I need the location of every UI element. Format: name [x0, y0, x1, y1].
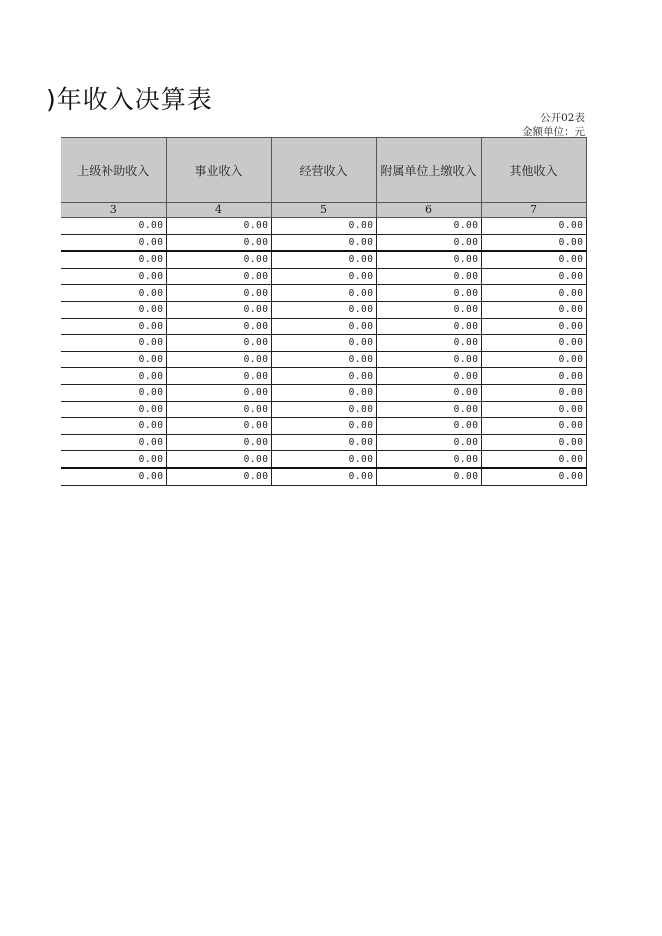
- table-cell[interactable]: 0.00: [376, 351, 481, 368]
- table-row: [61, 434, 586, 451]
- table-cell[interactable]: 0.00: [271, 335, 376, 352]
- table-cell[interactable]: 0.00: [61, 234, 166, 251]
- table-row: [61, 335, 586, 352]
- table-cell[interactable]: 0.00: [376, 368, 481, 385]
- table-cell[interactable]: 0.00: [271, 384, 376, 401]
- table-cell[interactable]: 0.00: [61, 418, 166, 435]
- table-cell[interactable]: 0.00: [61, 301, 166, 318]
- table-cell[interactable]: 0.00: [481, 218, 586, 235]
- table-cell[interactable]: 0.00: [271, 318, 376, 335]
- column-number: 5: [271, 203, 376, 218]
- table-cell[interactable]: 0.00: [376, 468, 481, 485]
- table-cell[interactable]: 0.00: [376, 301, 481, 318]
- column-number: 3: [61, 203, 166, 218]
- table-cell[interactable]: 0.00: [271, 301, 376, 318]
- table-cell[interactable]: 0.00: [166, 251, 271, 268]
- table-cell[interactable]: 0.00: [481, 351, 586, 368]
- table-cell[interactable]: 0.00: [376, 318, 481, 335]
- table-cell[interactable]: 0.00: [61, 268, 166, 285]
- table-cell[interactable]: 0.00: [166, 234, 271, 251]
- table-cell[interactable]: 0.00: [61, 368, 166, 385]
- table-cell[interactable]: 0.00: [481, 301, 586, 318]
- table-cell[interactable]: 0.00: [61, 384, 166, 401]
- table-row: [61, 268, 586, 285]
- table-cell[interactable]: 0.00: [271, 451, 376, 468]
- table-cell[interactable]: 0.00: [271, 468, 376, 485]
- table-row: [61, 285, 586, 302]
- table-row: [61, 301, 586, 318]
- table-cell[interactable]: 0.00: [61, 218, 166, 235]
- table-cell[interactable]: 0.00: [166, 451, 271, 468]
- table-cell[interactable]: 0.00: [166, 384, 271, 401]
- table-cell[interactable]: 0.00: [481, 401, 586, 418]
- table-cell[interactable]: 0.00: [166, 468, 271, 485]
- table-row: [61, 401, 586, 418]
- column-header-business-income: 事业收入: [166, 138, 271, 203]
- table-row: [61, 384, 586, 401]
- table-row: [61, 418, 586, 435]
- table-cell[interactable]: 0.00: [166, 368, 271, 385]
- table-cell[interactable]: 0.00: [166, 351, 271, 368]
- table-row: [61, 468, 586, 485]
- table-cell[interactable]: 0.00: [166, 301, 271, 318]
- table-cell[interactable]: 0.00: [481, 451, 586, 468]
- table-cell[interactable]: 0.00: [61, 468, 166, 485]
- table-cell[interactable]: 0.00: [271, 434, 376, 451]
- table-cell[interactable]: 0.00: [376, 401, 481, 418]
- table-cell[interactable]: 0.00: [376, 418, 481, 435]
- table-cell[interactable]: 0.00: [61, 251, 166, 268]
- table-row: [61, 318, 586, 335]
- table-cell[interactable]: 0.00: [376, 335, 481, 352]
- table-cell[interactable]: 0.00: [481, 285, 586, 302]
- table-row: [61, 251, 586, 268]
- table-cell[interactable]: 0.00: [166, 218, 271, 235]
- table-cell[interactable]: 0.00: [481, 318, 586, 335]
- header-row: [61, 138, 586, 203]
- table-row: [61, 351, 586, 368]
- table-cell[interactable]: 0.00: [166, 434, 271, 451]
- form-code: 公开02表: [540, 112, 585, 124]
- table-cell[interactable]: 0.00: [271, 401, 376, 418]
- table-cell[interactable]: 0.00: [166, 285, 271, 302]
- table-cell[interactable]: 0.00: [166, 268, 271, 285]
- income-table: [61, 137, 586, 486]
- table-cell[interactable]: 0.00: [376, 451, 481, 468]
- table-cell[interactable]: 0.00: [271, 418, 376, 435]
- table-cell[interactable]: 0.00: [61, 351, 166, 368]
- table-cell[interactable]: 0.00: [481, 251, 586, 268]
- table-cell[interactable]: 0.00: [376, 251, 481, 268]
- column-number: 4: [166, 203, 271, 218]
- table-cell[interactable]: 0.00: [271, 368, 376, 385]
- table-cell[interactable]: 0.00: [481, 268, 586, 285]
- column-number-row: [61, 203, 586, 218]
- column-header-other-income: 其他收入: [481, 138, 586, 203]
- table-cell[interactable]: 0.00: [271, 285, 376, 302]
- table-cell[interactable]: 0.00: [166, 418, 271, 435]
- table-cell[interactable]: 0.00: [61, 434, 166, 451]
- table-cell[interactable]: 0.00: [376, 384, 481, 401]
- column-number: 6: [376, 203, 481, 218]
- table-cell[interactable]: 0.00: [271, 218, 376, 235]
- table-cell[interactable]: 0.00: [271, 268, 376, 285]
- column-header-affiliate-remittance: 附属单位上缴收入: [376, 138, 481, 203]
- table-row: [61, 451, 586, 468]
- table-cell[interactable]: 0.00: [376, 218, 481, 235]
- column-number: 7: [481, 203, 586, 218]
- table-cell[interactable]: 0.00: [376, 285, 481, 302]
- table-body: [61, 218, 586, 486]
- table-cell[interactable]: 0.00: [481, 335, 586, 352]
- table-row: [61, 218, 586, 235]
- table-cell[interactable]: 0.00: [166, 335, 271, 352]
- table-cell[interactable]: 0.00: [166, 318, 271, 335]
- table-cell[interactable]: 0.00: [61, 451, 166, 468]
- table-cell[interactable]: 0.00: [481, 384, 586, 401]
- table-cell[interactable]: 0.00: [61, 401, 166, 418]
- table-cell[interactable]: 0.00: [376, 234, 481, 251]
- table-cell[interactable]: 0.00: [481, 418, 586, 435]
- table-cell[interactable]: 0.00: [61, 285, 166, 302]
- table-cell[interactable]: 0.00: [271, 251, 376, 268]
- table-cell[interactable]: 0.00: [271, 234, 376, 251]
- table-cell[interactable]: 0.00: [481, 234, 586, 251]
- table-cell[interactable]: 0.00: [376, 268, 481, 285]
- table-cell[interactable]: 0.00: [166, 401, 271, 418]
- table-cell[interactable]: 0.00: [61, 335, 166, 352]
- table-cell[interactable]: 0.00: [481, 468, 586, 485]
- amount-unit: 金额单位：元: [522, 126, 585, 138]
- table-cell[interactable]: 0.00: [61, 318, 166, 335]
- table-cell[interactable]: 0.00: [481, 434, 586, 451]
- page-title: )年收入决算表: [46, 85, 213, 114]
- table-cell[interactable]: 0.00: [481, 368, 586, 385]
- column-header-operating-income: 经营收入: [271, 138, 376, 203]
- income-table-grid: [61, 137, 587, 486]
- table-cell[interactable]: 0.00: [271, 351, 376, 368]
- table-row: [61, 234, 586, 251]
- table-cell[interactable]: 0.00: [376, 434, 481, 451]
- table-row: [61, 368, 586, 385]
- column-header-superior-subsidy: 上级补助收入: [61, 138, 166, 203]
